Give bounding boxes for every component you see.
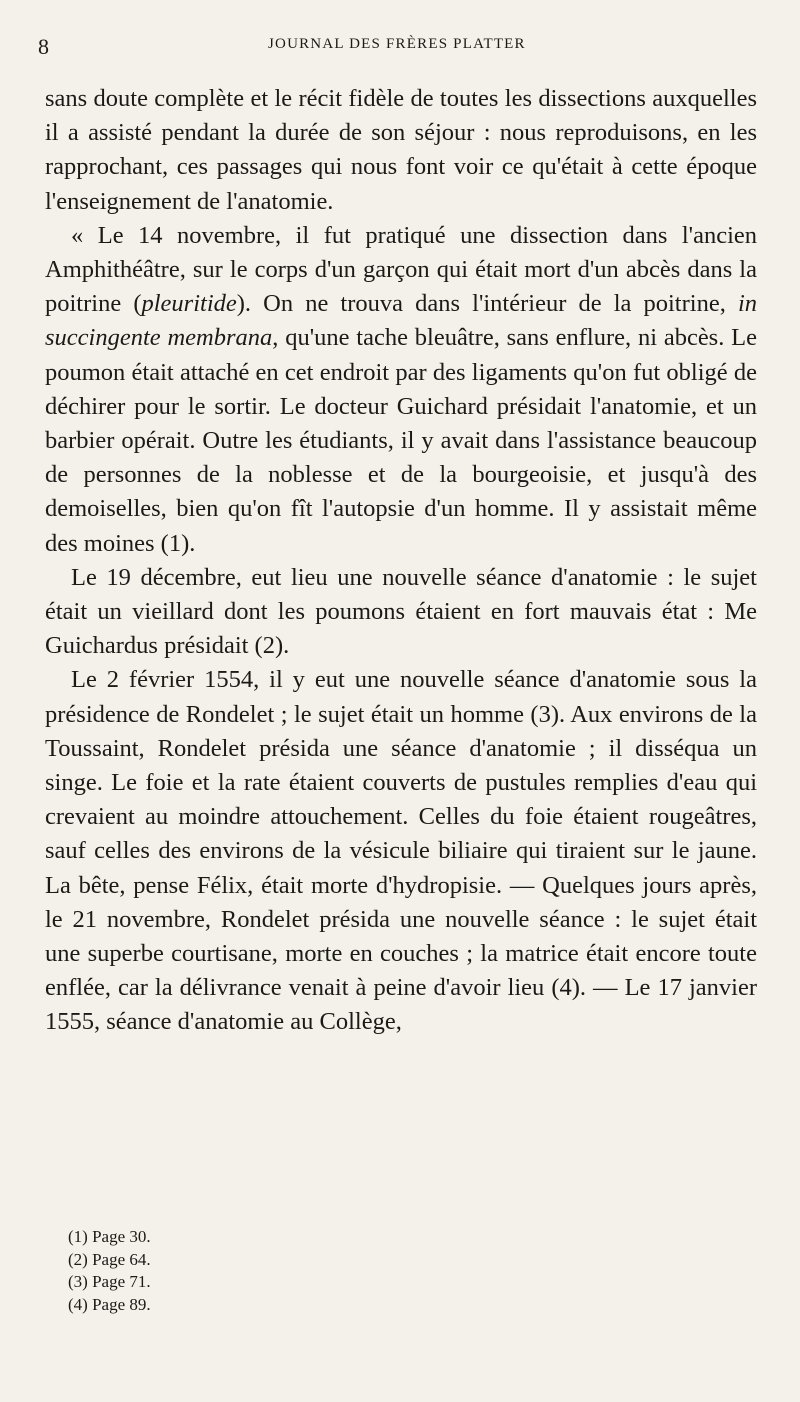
paragraph-2-part-3: , qu'une tache bleuâtre, sans enflure, ni abcès. Le poumon était attaché en cet endroit par des ligaments qu'on fut obligé de déchirer pour le sortir. Le docteur Guichard présidait l'anatomie, et un barbier opérait. Outre les étudiants, il y avait dans l'assistance beaucoup de personnes de la noblesse et de la bourgeoisie, et jusqu'à des demoiselles, bien qu'on fît l'autopsie d'un homme. Il y assistait même des moines (1). [45,324,757,557]
running-title: JOURNAL DES FRÈRES PLATTER [268,36,526,52]
paragraph-3: Le 19 décembre, eut lieu une nouvelle séance d'anatomie : le sujet était un vieillard dont les poumons étaient en fort mauvais état : Me Guichardus présidait (2). [45,563,757,660]
footnote-4: (4) Page 89. [68,1294,151,1314]
footnote-1: (1) Page 30. [68,1227,151,1246]
paragraph-2-part-2: ). On ne trouva dans l'intérieur de la poitrine, [236,290,738,318]
italic-term-membrana: in succingente membrana [45,290,757,352]
italic-term-pleuritide: pleuritide [141,290,237,318]
page-header [38,30,760,60]
paragraph-4: Le 2 février 1554, il y eut une nouvelle séance d'anatomie sous la présidence de Rondelet ; le sujet était un homme (3). Aux environs de la Toussaint, Rondelet présida une séance d'anatomie ; il disséqua un singe. Le foie et la rate étaient couverts de pustules remplies d'eau qui crevaient au moindre attouchement. Celles du foie étaient rougeâtres, sauf celles des environs de la vésicule biliaire qui tiraient sur le jaune. La bête, pense Félix, était morte d'hydropisie. — Quelques jours après, le 21 novembre, Rondelet présida une nouvelle séance : le sujet était une superbe courtisane, morte en couches ; la matrice était encore toute enflée, car la délivrance venait à peine d'avoir lieu (4). — Le 17 janvier 1555, séance d'anatomie au Collège, [45,666,757,1036]
footnote-2: (2) Page 64. [68,1249,151,1269]
paragraph-1: sans doute complète et le récit fidèle de toutes les dissections auxquelles il a assisté pendant la durée de son séjour : nous reproduisons, en les rapprochant, ces passages qui nous font voir ce qu'était à cette époque l'enseignement de l'anatomie. [45,85,757,215]
paragraph-2 [45,219,757,561]
footnote-3: (3) Page 71. [68,1272,151,1291]
paragraph-2-part-1: « Le 14 novembre, il fut pratiqué une dissection dans l'ancien Amphithéâtre, sur le corps d'un garçon qui était mort d'un abcès dans la poitrine ( [45,221,757,318]
footnotes [68,1226,368,1316]
page-number: 8 [38,34,49,59]
body-text [45,82,757,1040]
